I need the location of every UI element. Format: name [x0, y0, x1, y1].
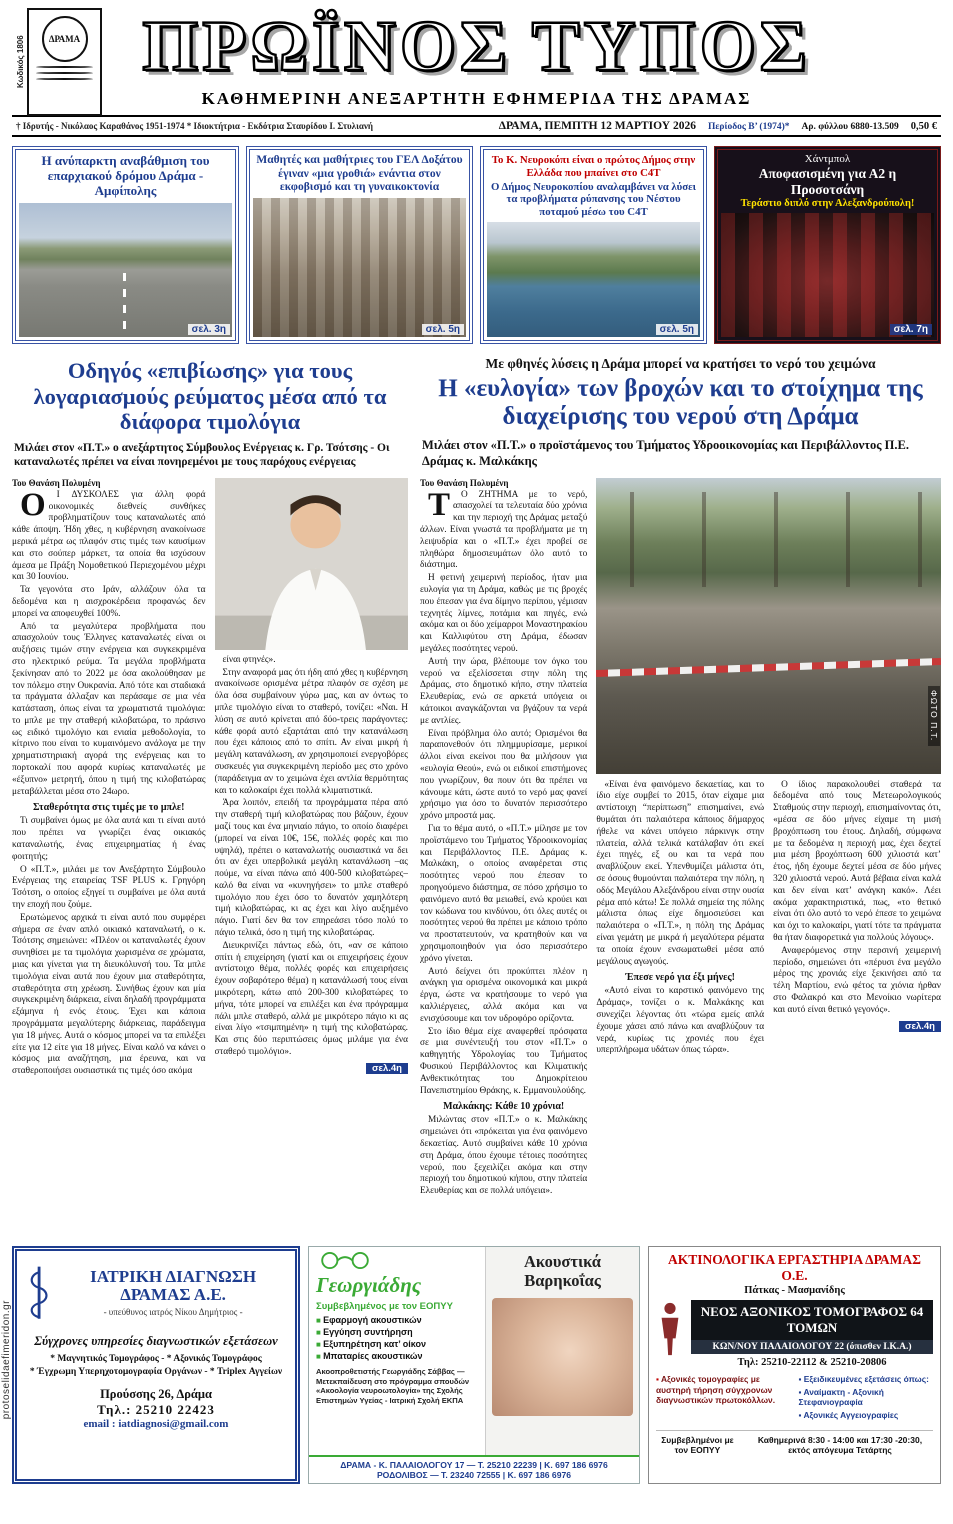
consultant-figure-icon: [215, 478, 409, 650]
photo-and-columns: [596, 478, 941, 1237]
period-label: Περίοδος Β’ (1974)*: [707, 122, 790, 133]
teaser-kicker: Χάντμπολ: [804, 153, 851, 166]
teaser-road-upgrade[interactable]: [12, 146, 239, 344]
postal-stamp: [16, 8, 102, 116]
paragraph: ■ Μπαταρίες ακουστικών: [316, 1351, 478, 1361]
stamp-seal-icon: [42, 16, 88, 62]
paragraph: ΤΟ ΖΗΤΗΜΑ με το νερό, απασχολεί τα τελευταία δύο χρόνια και την περιοχή της Δράμας μεταξύ άλλων. Είναι γνωστά τα προβλήματα με τη λειψυδρία και ο «Π.Τ.» έχει προβεί σε πληθώρα δημοσιευμάτων όλο αυτό το διάστημα.: [420, 486, 588, 571]
ad-left-section: [309, 1247, 485, 1455]
lower-columns: [596, 780, 941, 1237]
paragraph: ▪ Αξονικές Αγγειογραφίες: [799, 1410, 934, 1421]
continue-page-badge: σελ.4η: [366, 1063, 408, 1074]
article-body: [773, 780, 941, 1017]
ad-phone: Τηλ: 25210-22112 & 25210-20806: [737, 1357, 887, 1369]
article-body: [12, 486, 206, 1078]
opening-hours: Καθημερινά 8:30 - 14:00 και 17:30 -20:30, εκτός απόγευμα Τετάρτης: [757, 1435, 923, 1456]
advertisements-row: [12, 1246, 941, 1484]
article-overline: Με φθηνές λύσεις η Δράμα μπορεί να κρατήσει το νερό του χειμώνα: [485, 356, 876, 372]
stamp-box: [27, 8, 102, 116]
paragraph: Διευκρινίζει πάντως εδώ, ότι, «αν σε κάποιο σπίτι ή επιχείρηση (γιατί και οι επιχειρήσεις έχουν αντίστοιχο θέμα, πολλές φορές και επιχειρήσεις έχουν σοβαρότερο θέμα) η κατανάλωσή τους είναι μικρότερη, κάτω από 200-300 κιλοβατώρες το μήνα, τότε μπορεί να επιλέξει και ένα πρόγραμμα πάλι μπλε σταθερό, αλλά με μικρότερο πάγιο κι ας είναι λίγο «τσιμπημένη» η τιμή της κιλοβατώρας. Και στις δύο περιπτώσεις όμως μιλάμε για ένα σταθερό τιμολόγιο».: [214, 940, 408, 1058]
stamp-wave-icon: [36, 78, 93, 80]
ad-phone: Τηλ.: 25210 22423: [97, 1402, 215, 1418]
stamp-city-label: ΔΡΑΜΑ: [48, 34, 81, 44]
price-label: 0,50 €: [910, 121, 937, 133]
hearing-aid-photo: [492, 1298, 633, 1416]
issue-number: Αρ. φύλλου 6880-13.509: [801, 122, 899, 133]
ad-right-section: [485, 1247, 639, 1455]
nestos-river-photo: [487, 222, 700, 338]
teaser-nevrokopi-c4t[interactable]: [480, 146, 707, 344]
page-reference-badge: σελ. 3η: [188, 324, 230, 335]
ad-contacts: [309, 1455, 639, 1483]
main-articles-row: [12, 356, 941, 1236]
paragraph: Στην αναφορά μας ότι ήδη από χθες η κυβέρνηση ανακοίνωσε ορισμένα μέτρα πλαφόν σε σχέση με όλα όσα συμβαίνουν γύρω μας, και αν όντως το μπλε τιμολόγιο είναι το σταθερό, τονίζει: «Ναι. Η λύση σε αυτό κρίνεται από δύο-τρεις παράγοντες: κάθε φορά αυτό εξαρτάται από την κατανάλωση που έχει κάποιος από το σπίτι. Αν είναι μικρή ή μεγάλη κατανάλωση, αν χρησιμοποιεί ενεργοβόρες συσκευές για συγκεκριμένη περίοδο μες στο χρόνο (παράδειγμα αν το χειμώνα έχει αντλία θερμότητας και το καλοκαίρι έχει πολλά κλιματιστικά.: [214, 667, 408, 796]
byline: Του Θανάση Πολυμένη: [420, 477, 509, 488]
energy-consultant-photo: [215, 478, 409, 650]
text-column-3: [773, 780, 941, 1237]
subheading: Σταθερότητα στις τιμές με το μπλε!: [32, 802, 185, 814]
ad-banner-row: [656, 1300, 933, 1368]
paragraph: Μιλώντας στον «Π.Τ.» ο κ. Μαλκάκης σημειώνει ότι «πρόκειται για ένα φαινόμενο δεκαετίας. Αυτό συμβαίνει κάθε 10 χρόνια στη Δράμα, όπου έχουμε τέτοιες ποσότητες νερού, που ξεχειλίζει ακόμα και στην περιοχή του δημοτικού κήπου, στην πλατεία Ελευθερίας και σε πολλά υπόγεια».: [420, 1115, 588, 1197]
paragraph: Άρα λοιπόν, επειδή τα προγράμματα πέρα από την σταθερή τιμή κιλοβατώρας που βάζουν, έχουν μαζί τους και ένα μηνιαίο πάγιο, το οποίο διαφέρει (μπορεί να είναι 10€, 15€, πολλές φορές και πιο υψηλά), πρέπει ο καταναλωτής ουσιαστικά να δει ότι αν έχει υπερβολικά μεγάλη κατανάλωση –ας πούμε, να είναι πάνω από 400-500 κιλοβατώρες– καλό θα είναι να «κυνηγήσει» το μπλε σταθερό τιμολόγιο που έχει όσο το δυνατόν χαμηλότερη τιμή κιλοβατώρας, κι ας έχει και λίγο αυξημένο πάγιο. Γιατί δεν θα τον επηρεάσει τόσο πολύ το πάγιο τελικά, όσο η τιμή της κιλοβατώρας.: [214, 798, 408, 939]
article-body: [596, 780, 764, 1058]
page-reference-badge: σελ. 5η: [422, 324, 464, 335]
article-deck: Μιλάει στον «Π.Τ.» ο ανεξάρτητος Σύμβουλος Ενέργειας κ. Γρ. Τσότσης - Οι καταναλωτές πρέπει να είναι πονηρεμένοι με τους παρόχους ενέργειας: [14, 442, 390, 469]
teaser-headline: Μαθητές και μαθήτριες του ΓΕΛ Δοξάτου έγιναν «μια γροθιά» ενάντια στον εκφοβισμό και τη γυναικοκτονία: [256, 154, 463, 193]
newspaper-title: ΠΡΩΪΝΟΣ ΤΥΠΟΣ: [142, 6, 811, 86]
side-watermark: protoselidaefimeridon.gr: [1, 1300, 12, 1420]
teaser-handball[interactable]: [714, 146, 941, 344]
paragraph: Από τα μεγαλύτερα προβλήματα που απασχολούν τους Έλληνες καταναλωτές είναι οι αυξήσεις τιμών στην ενέργεια και συγκεκριμένα στο ηλεκτρικό ρεύμα. Τα μεγάλα προβλήματα ξεκίνησαν από το 2022 με όσα ακολούθησαν με τον πόλεμο στην Ουκρανία. Από τότε και σταδιακά τα πράγματα άλλαξαν και περάσαμε σε μια νέα κατάσταση, όπως είναι τα χρωματιστά τιμολόγια: το μπλε με την σταθερή κιλοβατώρα, το πράσινο ως ειδικό τιμολόγιο και ενιαία μεθοδολογία, το κίτρινο που είναι το κυμαινόμενο ανάλογα με την χρηματιστηριακή αγορά της ενέργειας και το πορτοκαλί που αφορά κυρίως καταναλωτές με «έξυπνο» μετρητή, όπου η τιμή της κιλοβατώρας μεταβάλλεται μέσα στο 24ωρο.: [12, 621, 206, 797]
article-title: Η «ευλογία» των βροχών και το στοίχημα της διαχείρισης του νερού στη Δράμα: [438, 375, 923, 431]
paragraph: ΟΙ ΔΥΣΚΟΛΕΣ για άλλη φορά οικονομικές διεθνείς συνθήκες προβληματίζουν τους καταναλωτές από κάθε άποψη. Ήδη χθες, η κυβέρνηση ανακοίνωσε μερικά μέτρα ως πλαφόν στις τιμές των καυσίμων και στο σούπερ μάρκετ, τα οποία θα ισχύσουν άμεσα με Πράξη Νομοθετικού Περιεχομένου μέχρι και 30 Ιουνίου.: [12, 486, 206, 583]
text-column-1: [420, 478, 587, 1237]
paragraph: ■ Εγγύηση συντήρηση: [316, 1327, 478, 1337]
article-body: [215, 655, 409, 1059]
article-water-management: [420, 356, 941, 1236]
text-column-2: [596, 780, 764, 1237]
teaser-headline-blue: Ο Δήμος Νευροκοπίου αναλαμβάνει να λύσει τα προβλήματα ρύπανσης του Νέστου ποταμού μέσω του C4T: [490, 181, 697, 218]
ad-service-lists: [656, 1374, 933, 1422]
teaser-row: [12, 146, 941, 344]
paragraph: Τι συμβαίνει όμως με όλα αυτά και τι είναι αυτό που πρέπει να γνωρίζει ένας οικιακός καταναλωτής, ένας επιχειρηματίας ή ένας φοιτητής;: [12, 816, 206, 862]
text-column-1: [12, 478, 206, 1237]
paragraph: ▪ Αξονικές τομογραφίες με αυστηρή τήρηση σύγχρονων διαγνωστικών πρωτοκόλλων.: [656, 1374, 791, 1406]
article-columns: [12, 478, 408, 1237]
paragraph: ▪ Αναίμακτη - Αξονική Στεφανιογραφία: [799, 1387, 934, 1408]
subheading: Έπεσε νερό για έξι μήνες!: [625, 972, 735, 984]
paragraph: ■ Εφαρμογή ακουστικών: [316, 1315, 478, 1325]
road-photo: [19, 203, 232, 338]
radiology-figure-icon: [656, 1300, 684, 1358]
subheading: Μαλκάκης: Κάθε 10 χρόνια!: [443, 1101, 565, 1113]
teaser-school-students[interactable]: [246, 146, 473, 344]
masthead-info-bar: [12, 115, 941, 137]
stamp-wave-icon: [36, 66, 93, 68]
ad-address: ΚΩΝ/ΝΟΥ ΠΑΛΑΙΟΛΟΓΟΥ 22 (όπισθεν Ι.Κ.Α.): [691, 1340, 933, 1354]
paragraph: Αναφερόμενος στην περσινή χειμερινή περίοδο, σημειώνει ότι «πέρυσι ένα μεγάλο μέρος της χρονιάς είχε ξεκινήσει από τα τέλη Μαρτίου, ενώ φέτος τα χιόνια ήρθαν στο Φαλακρό και στο Μενοίκιο νωρίτερα και αυτό είναι θετικό γεγονός».: [773, 945, 941, 1015]
postal-code-label: Κωδικός 1806: [16, 35, 25, 89]
page-reference-badge: σελ. 5η: [656, 324, 698, 335]
paragraph: Ο «Π.Τ.», μιλάει με τον Ανεξάρτητο Σύμβουλο Ενέργειας της εταιρείας TSF PLUS κ. Γρηγόρη Τσότση, ο οποίος εξηγεί τι συμβαίνει με όλα αυτά την εποχή που ζούμε.: [12, 864, 206, 911]
ad-service-line: * Μαγνητικός Τομογράφος - * Αξονικός Τομογράφος: [50, 1354, 262, 1365]
issue-date: ΔΡΑΜΑ, ΠΕΜΠΤΗ 12 ΜΑΡΤΙΟΥ 2026: [498, 120, 696, 133]
paragraph: Αυτό δείχνει ότι προκύπτει πλέον η ανάγκη για ορισμένα οικονομικά και μικρά έργα, ώστε να κρατήσουμε το νερό για καλλιέργειες, αλλά ακόμα και να ενισχύσουμε και τον υδροφόρο ορίζοντα.: [420, 966, 588, 1024]
photo-credit-label: ΦΩΤΟ Π.Τ.: [928, 686, 940, 745]
paragraph: ■ Εξυπηρέτηση κατ’ οίκον: [316, 1339, 478, 1349]
ad-header: [25, 1257, 287, 1327]
handball-team-photo: [721, 213, 934, 338]
paragraph: Στο ίδιο θέμα είχε αναφερθεί πρόσφατα σε μια συνέντευξή του στον «Π.Τ.» ο καθηγητής Υδρολογίας του Τμήματος Φυσικού Περιβάλλοντος και Κλιματικής Ανθεκτικότητας του Δημοκρίτειου Πανεπιστημίου Θράκης, κ. Εμμανουλούδης.: [420, 1026, 588, 1096]
ad-footer: [656, 1430, 933, 1455]
ad-aktinologika-ergastiria: [648, 1246, 941, 1484]
ad-body: [309, 1247, 639, 1455]
services-list-right: [799, 1374, 934, 1422]
services-list-left: [656, 1374, 791, 1422]
paragraph: Είναι πρόβλημα όλο αυτό; Ορισμένοι θα παραπονεθούν ότι πλημμυρίσαμε, μερικοί άλλοι είναι εκείνοι που θα μιλήσουν για «ευλογία Θεού», ενώ οι ειδικοί επιστήμονες που γνωρίζουν, θα πουν ότι θα πρέπει να κάνουμε κάτι, ώστε αυτό το νερό μας φανεί χρήσιμο για όσο το δυνατόν περισσότερο χρόνο μπροστά μας.: [420, 728, 588, 822]
brand-logo-text: Γεωργιάδης: [316, 1273, 422, 1298]
contact-line-rodolivos: ΡΟΔΟΛΙΒΟΣ — Τ. 23240 72555 | Κ. 697 186 6976: [376, 1470, 572, 1481]
paragraph: Για το θέμα αυτό, ο «Π.Τ.» μίλησε με τον προϊστάμενο του Τμήματος Υδροοικονομίας και Περιβάλλοντος Π.Ε. Δράμας κ. Μαλκάκη, ο οποίος αναφέρεται στις ποσότητες νερού που έπεσαν το προηγούμενο διάστημα, σε πόσο χρήσιμο το φαινόμενο αυτό θα μειωθεί, ενώ κρούει και τον κώδωνα του κινδύνου, ότι όλες αυτές οι ποσότητες νερού θα πρέπει με κάποιο τρόπο να προστατευτούν, να κρατηθούν και να χρησιμοποιηθούν για όσο περισσότερο χρόνο γίνεται.: [420, 824, 588, 964]
ad-title: ΑΚΤΙΝΟΛΟΓΙΚΑ ΕΡΓΑΣΤΗΡΙΑ ΔΡΑΜΑΣ Ο.Ε.: [668, 1252, 921, 1284]
ad-iatriki-diagnosi: [12, 1246, 300, 1484]
paragraph: «Αυτό είναι το καρστικό φαινόμενο της Δράμας», τονίζει ο κ. Μαλκάκης και συνεχίζει λέγοντας ότι «τώρα εμείς απλά έχουμε χάσει από πάνω και αναβλύζουν τα νερά, κυρίως τις χρονιές που έχει υπερπλήρωμα υδάτων όπως τώρα».: [596, 986, 765, 1056]
eopyy-label: Συμβεβλημένος με τον ΕΟΠΥΥ: [316, 1301, 453, 1313]
paragraph: Ο ίδιος παρακολουθεί σταθερά τα δεδομένα από τους Μετεωρολογικούς Σταθμούς στην περιοχή, επισημαίνοντας ότι, «μέσα σε δύο μήνες είχαμε τη μισή βροχόπτωση του έτους. Δηλαδή, σύμφωνα με τα δεδομένα η περιοχή μας, έχει δεχτεί μια μέση βροχόπτωση 600 χιλιοστά κατ’ έτος, ήδη έχουμε δεχτεί μέσα σε δύο μήνες 320 χιλιοστά νερού. Αυτά βέβαια είναι καλά και δεν είναι κατ’ ανάγκη κακό». Λέει ακόμα χαρακτηριστικά, πως, «το θετικό είναι ότι όλο αυτό το νερό έπεσε το χειμώνα και όχι το καλοκαίρι, γιατί τότε τα πράγματα θα ήταν διαφορετικά για πολλούς λόγους».: [773, 779, 941, 944]
paragraph: Τα γεγονότα στο Ιράν, αλλάζουν όλα τα δεδομένα και η αισχροκέρδεια προφανώς δεν μπορεί να αποφευχθεί 100%.: [12, 585, 206, 619]
ad-georgiadis-hearing-aids: [308, 1246, 640, 1484]
ad-email: email : iatdiagnosi@gmail.com: [83, 1418, 229, 1431]
ad-doctor-line: - υπεύθυνος ιατρός Νίκου Δημήτριος -: [103, 1307, 243, 1318]
services-list: [316, 1315, 478, 1361]
product-title: Ακουστικά Βαρηκοΐας: [524, 1252, 602, 1290]
contact-line-drama: ΔΡΑΜΑ - Κ. ΠΑΛΑΙΟΛΟΓΟΥ 17 — Τ. 25210 22239 | Κ. 697 186 6976: [340, 1460, 608, 1471]
byline: Του Θανάση Πολυμένη: [12, 477, 101, 488]
masthead: [12, 6, 941, 137]
teaser-headline: Αποφασισμένη για Α2 η Προσοτσάνη: [758, 166, 897, 197]
ad-address: Προύσσης 26, Δράμα: [100, 1387, 212, 1402]
page-reference-badge: σελ. 7η: [890, 324, 932, 335]
continue-page-badge: σελ.4η: [899, 1021, 941, 1032]
students-group-photo: [253, 198, 466, 338]
eopyy-label: Συμβεβλημένοι με τον ΕΟΠΥΥ: [661, 1435, 734, 1456]
newspaper-subtitle: ΚΑΘΗΜΕΡΙΝΗ ΑΝΕΞΑΡΤΗΤΗ ΕΦΗΜΕΡΙΔΑ ΤΗΣ ΔΡΑΜΑΣ: [201, 89, 752, 109]
paragraph: Αυτή την ώρα, βλέπουμε τον όγκο του νερού να εξελίσσεται στην πόλη της Δράμας, στο δημοτικό κήπο, στην πλατεία Ελευθερίας, ενώ σε αρκετά υπόγεια οι κάτοικοι αναγκάζονται να βγάζουν τα νερά με αντλίες.: [420, 656, 588, 726]
paragraph: ▪ Εξειδικευμένες εξετάσεις όπως:: [799, 1374, 934, 1385]
ad-service-line: * Έγχρωμη Υπερηχοτομογραφία Οργάνων - * Triplex Αγγείων: [29, 1367, 283, 1378]
founder-line: † Ιδρυτής - Νικόλαος Καραθάνος 1951-1974 * Ιδιοκτήτρια - Εκδότρια Σταυρίδου Ι. Στυλιανή: [16, 121, 374, 132]
article-columns: [420, 478, 941, 1237]
ct-scanner-banner: ΝΕΟΣ ΑΞΟΝΙΚΟΣ ΤΟΜΟΓΡΑΦΟΣ 64 ΤΟΜΩΝ: [691, 1300, 933, 1340]
flooded-park-photo: [596, 478, 941, 774]
paragraph: «Είναι ένα φαινόμενο δεκαετίας, και το ίδιο είχε συμβεί το 2015, όταν είχαμε μια αντίστοιχη “περίπτωση” επισημαίνει, ενώ θυμάται ότι παλαιότερα κάποιος δήμαρχος ήθελε να κάνει υπόγειο πάρκινγκ στην πλατεία, αλλά τελικά κατάλαβαν ότι εκεί έχει πηγές, εξ ου και τα νερά που αναβλύζουν εκεί. Υπενθυμίζει μάλιστα ότι, σε όσους θυμούνται παλαιότερα την πόλη, η οδός Μεγάλου Αλεξάνδρου είναι στην ουσία ρέμα από κάτω! Σε πολλά σημεία της πόλης μάλιστα όπως είχε δημοσιεύσει και παλαιότερα ο «Π.Τ.», η πόλη της Δράμας είναι γεμάτη με μικρά ή μεγαλύτερα ρέματα τα οποία έχουν ενσωματωθεί μέσα από μεγάλους αγωγούς.: [596, 779, 765, 967]
ad-services-heading: Σύγχρονες υπηρεσίες διαγνωστικών εξετάσεων: [34, 1334, 278, 1349]
ad-title: ΙΑΤΡΙΚΗ ΔΙΑΓΝΩΣΗ ΔΡΑΜΑΣ Α.Ε.: [90, 1266, 257, 1305]
ad-banner-block: [691, 1300, 933, 1368]
paragraph: Ερωτώμενος αρχικά τι είναι αυτό που συμφέρει σήμερα σε έναν απλό οικιακό καταναλωτή, ο κ. Τσότσης σημειώνει: «Πλέον οι καταναλωτές έχουν συνηθίσει με τα τιμολόγια χωρισμένα σε χρώματα, μιας και γίνεται για τη διευκόλυνσή του. Τα μπλε τιμολόγια είναι αυτά που έχουν μια σταθερότητα, σταθερότητα στη χρέωση. Συνήθως έχουν και μία συγκεκριμένη διάρκεια, είναι δηλαδή προγράμματα εξάμηνα ή ενός έτους. Έχει και κάποια προγράμματα μεγαλύτερης διάρκειας, παράδειγμα για 18 μήνες. Αυτά ο κόσμος μπορεί να τα επιλέξει είτε για 12 είτε για 18 μήνες. Είναι καλό να κάνει ο κόσμος μια αναζήτηση, μια έρευνα, και να σταθεροποιήσει ουσιαστικά τις τιμές όσο ακόμα: [12, 912, 206, 1077]
article-electricity-tariffs: [12, 356, 408, 1236]
paragraph: είναι φτηνές».: [222, 654, 276, 665]
stamp-wave-icon: [36, 72, 93, 74]
article-deck: Μιλάει στον «Π.Τ.» ο προϊστάμενος του Τμήματος Υδροοικονομίας και Περιβάλλοντος Π.Ε. Δράμας κ. Μαλκάκης: [422, 438, 909, 469]
article-title: Οδηγός «επιβίωσης» για τους λογαριασμούς ρεύματος μέσα από τα διάφορα τιμολόγια: [33, 358, 387, 434]
glasses-icon: [316, 1251, 374, 1270]
text-column-2: [215, 478, 409, 1237]
teaser-headline: Η ανύπαρκτη αναβάθμιση του επαρχιακού δρόμου Δράμα - Αμφίπολης: [41, 153, 210, 199]
teaser-subheadline: Τεράστιο διπλό στην Αλεξανδρούπολη!: [740, 198, 915, 210]
paragraph: Η φετινή χειμερινή περίοδος, ήταν μια ευλογία για τη Δράμα, καθώς με τις βροχές που έπεσαν για ένα δίμηνο περίπου, γέμισαν τεχνητές λίμνες, ποτάμια και πηγές, ενώ ακόμα και οι δύο χείμαρροι Μοναστηρακίου και Καλλιφύτου στη Δράμα, έδωσαν μεγάλες ποσότητες νερού.: [420, 573, 588, 655]
audiologist-note: Ακοοπροθετιστής Γεωργιάδης Σάββας — Μετεκπαίδευση στο πρόγραμμα σπουδών «Ακοολογία νευροωτολογία» της Σχολής Επιστημών Υγείας - Ιατρική Σχολή ΕΚΠΑ: [316, 1367, 470, 1405]
article-body: [420, 486, 588, 1198]
ad-owners: Πάτκας - Μασμανίδης: [744, 1285, 845, 1297]
teaser-headline-red: Το Κ. Νευροκόπι είναι ο πρώτος Δήμος στην Ελλάδα που μπαίνει στο C4T: [491, 154, 696, 179]
caduceus-icon: [25, 1257, 53, 1327]
